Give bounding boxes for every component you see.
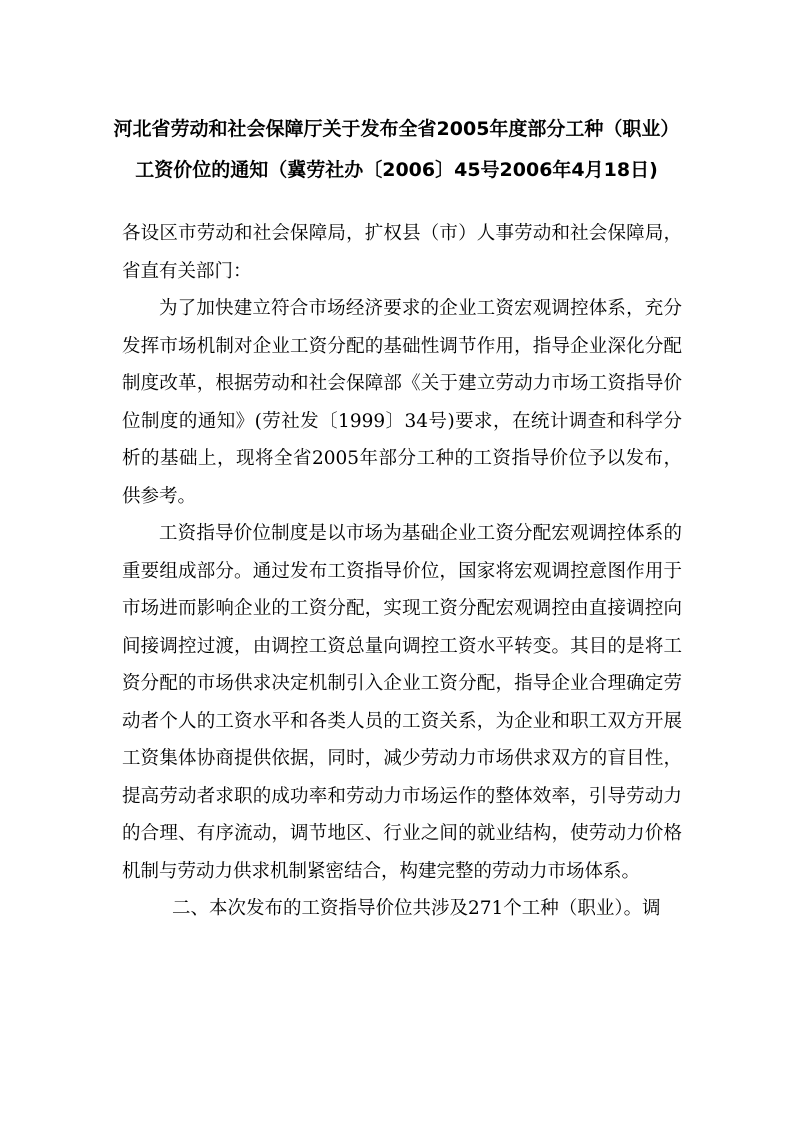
salutation: 各设区市劳动和社会保障局，扩权县（市）人事劳动和社会保障局，省直有关部门：	[122, 223, 682, 282]
paragraph-2: 工资指导价位制度是以市场为基础企业工资分配宏观调控体系的重要组成部分。通过发布工资指导价位，国家将宏观调控意图作用于市场进而影响企业的工资分配，实现工资分配宏观调控由直接调控向间接调控过渡，由调控工资总量向调控工资水平转变。其目的是将工资分配的市场供求决定机制引入企业工资分配，指导企业合理确定劳动者个人的工资水平和各类人员的工资关系，为企业和职工双方开展工资集体协商提供依据，同时，减少劳动力市场供求双方的盲目性，提高劳动者求职的成功率和劳动力市场运作的整体效率，引导劳动力的合理、有序流动，调节地区、行业之间的就业结构，使劳动力价格机制与劳动力供求机制紧密结合，构建完整的劳动力市场体系。	[122, 523, 682, 882]
document-title-line-2: 工资价位的通知（冀劳社办〔2006〕45号2006年4月18日)	[135, 159, 658, 181]
paragraph-1: 为了加快建立符合市场经济要求的企业工资宏观调控体系，充分发挥市场机制对企业工资分配的基础性调节作用，指导企业深化分配制度改革，根据劳动和社会保障部《关于建立劳动力市场工资指导价位制度的通知》(劳社发〔1999〕34号)要求，在统计调查和科学分析的基础上，现将全省2005年部分工种的工资指导价位予以发布，供参考。	[122, 298, 682, 507]
document-body	[122, 215, 682, 928]
document-title-line-1: 河北省劳动和社会保障厅关于发布全省2005年度部分工种（职业）	[113, 118, 680, 140]
paragraph-3: 二、本次发布的工资指导价位共涉及271个工种（职业）。调	[172, 898, 661, 919]
